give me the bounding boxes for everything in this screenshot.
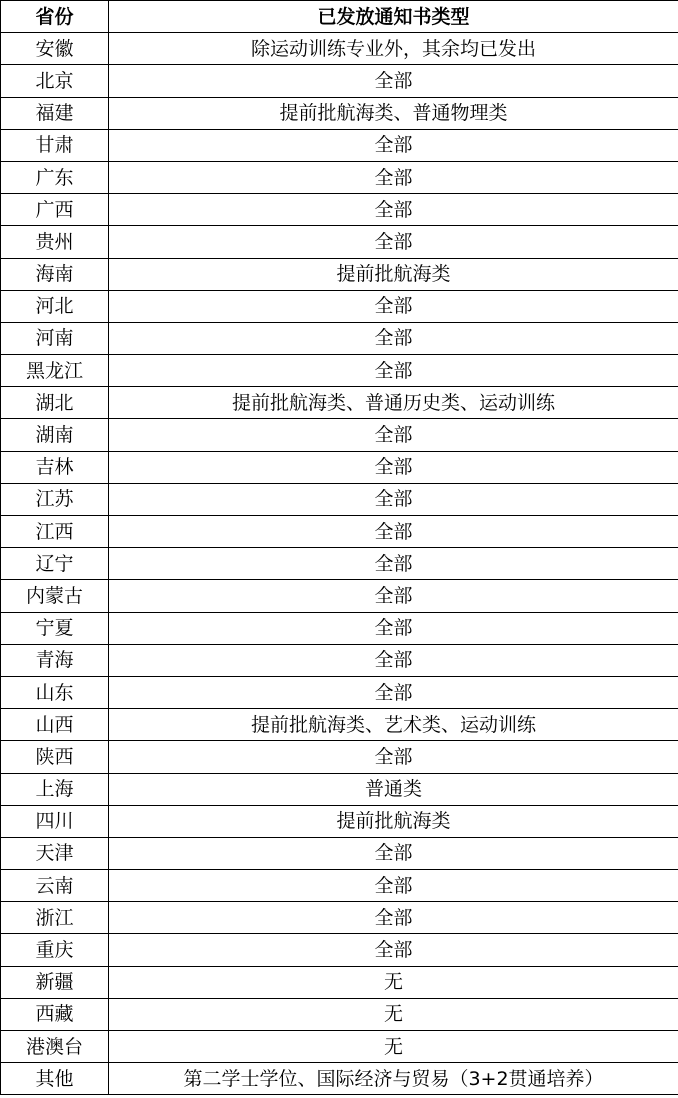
table-row: [1, 1031, 678, 1063]
table-row: [1, 65, 678, 97]
notice-type-cell: 全部: [109, 322, 678, 354]
table-body: [1, 33, 678, 1095]
table-row: [1, 1063, 678, 1095]
table-row: [1, 33, 678, 65]
province-cell: 江苏: [1, 483, 109, 515]
table-row: [1, 644, 678, 676]
notice-type-cell: 全部: [109, 226, 678, 258]
column-header-province: 省份: [1, 1, 109, 33]
notice-type-cell: 全部: [109, 902, 678, 934]
province-cell: 安徽: [1, 33, 109, 65]
table-row: [1, 387, 678, 419]
table-row: [1, 709, 678, 741]
table-row: [1, 516, 678, 548]
table-row: [1, 805, 678, 837]
notice-type-cell: 全部: [109, 451, 678, 483]
province-cell: 山西: [1, 709, 109, 741]
table-row: [1, 194, 678, 226]
province-cell: 甘肃: [1, 129, 109, 161]
table-row: [1, 966, 678, 998]
table-row: [1, 451, 678, 483]
table-row: [1, 290, 678, 322]
province-cell: 广东: [1, 161, 109, 193]
province-cell: 贵州: [1, 226, 109, 258]
province-cell: 云南: [1, 870, 109, 902]
table-row: [1, 676, 678, 708]
province-cell: 内蒙古: [1, 580, 109, 612]
province-cell: 上海: [1, 773, 109, 805]
notice-type-cell: 全部: [109, 516, 678, 548]
notice-type-cell: 除运动训练专业外，其余均已发出: [109, 33, 678, 65]
table-row: [1, 483, 678, 515]
table-row: [1, 97, 678, 129]
province-cell: 新疆: [1, 966, 109, 998]
province-cell: 海南: [1, 258, 109, 290]
table-row: [1, 355, 678, 387]
notice-type-cell: 第二学士学位、国际经济与贸易（3+2贯通培养）: [109, 1063, 678, 1095]
province-cell: 辽宁: [1, 548, 109, 580]
province-cell: 港澳台: [1, 1031, 109, 1063]
table-row: [1, 322, 678, 354]
province-cell: 河南: [1, 322, 109, 354]
notice-type-cell: 全部: [109, 580, 678, 612]
notice-type-cell: 全部: [109, 548, 678, 580]
column-header-notice-type: 已发放通知书类型: [109, 1, 678, 33]
table-row: [1, 837, 678, 869]
table-row: [1, 612, 678, 644]
province-cell: 吉林: [1, 451, 109, 483]
notice-type-cell: 全部: [109, 837, 678, 869]
notice-type-cell: 全部: [109, 870, 678, 902]
notice-type-cell: 提前批航海类、普通历史类、运动训练: [109, 387, 678, 419]
table-row: [1, 129, 678, 161]
province-cell: 青海: [1, 644, 109, 676]
table-row: [1, 161, 678, 193]
notice-type-cell: 全部: [109, 612, 678, 644]
province-cell: 宁夏: [1, 612, 109, 644]
province-cell: 北京: [1, 65, 109, 97]
province-cell: 天津: [1, 837, 109, 869]
province-cell: 黑龙江: [1, 355, 109, 387]
notice-type-cell: 提前批航海类: [109, 805, 678, 837]
province-cell: 湖北: [1, 387, 109, 419]
notice-type-cell: 全部: [109, 644, 678, 676]
province-cell: 浙江: [1, 902, 109, 934]
province-cell: 其他: [1, 1063, 109, 1095]
table-row: [1, 902, 678, 934]
table-row: [1, 998, 678, 1030]
notice-type-cell: 全部: [109, 741, 678, 773]
notice-type-cell: 无: [109, 966, 678, 998]
notice-type-cell: 无: [109, 1031, 678, 1063]
notice-type-cell: 提前批航海类、普通物理类: [109, 97, 678, 129]
notice-type-cell: 无: [109, 998, 678, 1030]
province-cell: 重庆: [1, 934, 109, 966]
table-row: [1, 548, 678, 580]
table-row: [1, 741, 678, 773]
table-row: [1, 419, 678, 451]
province-cell: 西藏: [1, 998, 109, 1030]
province-cell: 广西: [1, 194, 109, 226]
notice-type-cell: 提前批航海类: [109, 258, 678, 290]
table-row: [1, 934, 678, 966]
table-row: [1, 870, 678, 902]
notice-type-cell: 普通类: [109, 773, 678, 805]
notice-type-cell: 全部: [109, 934, 678, 966]
notice-type-cell: 全部: [109, 161, 678, 193]
notice-type-cell: 全部: [109, 355, 678, 387]
table-row: [1, 258, 678, 290]
notice-type-cell: 全部: [109, 129, 678, 161]
notice-type-cell: 全部: [109, 290, 678, 322]
notice-type-cell: 全部: [109, 194, 678, 226]
notice-type-cell: 全部: [109, 419, 678, 451]
province-cell: 山东: [1, 676, 109, 708]
province-cell: 河北: [1, 290, 109, 322]
notice-type-cell: 全部: [109, 676, 678, 708]
notice-type-cell: 全部: [109, 483, 678, 515]
province-cell: 湖南: [1, 419, 109, 451]
table-row: [1, 226, 678, 258]
table-row: [1, 580, 678, 612]
province-cell: 陕西: [1, 741, 109, 773]
province-cell: 四川: [1, 805, 109, 837]
province-cell: 福建: [1, 97, 109, 129]
table-row: [1, 773, 678, 805]
province-cell: 江西: [1, 516, 109, 548]
table-header-row: [1, 1, 678, 33]
notice-type-cell: 全部: [109, 65, 678, 97]
notice-type-cell: 提前批航海类、艺术类、运动训练: [109, 709, 678, 741]
